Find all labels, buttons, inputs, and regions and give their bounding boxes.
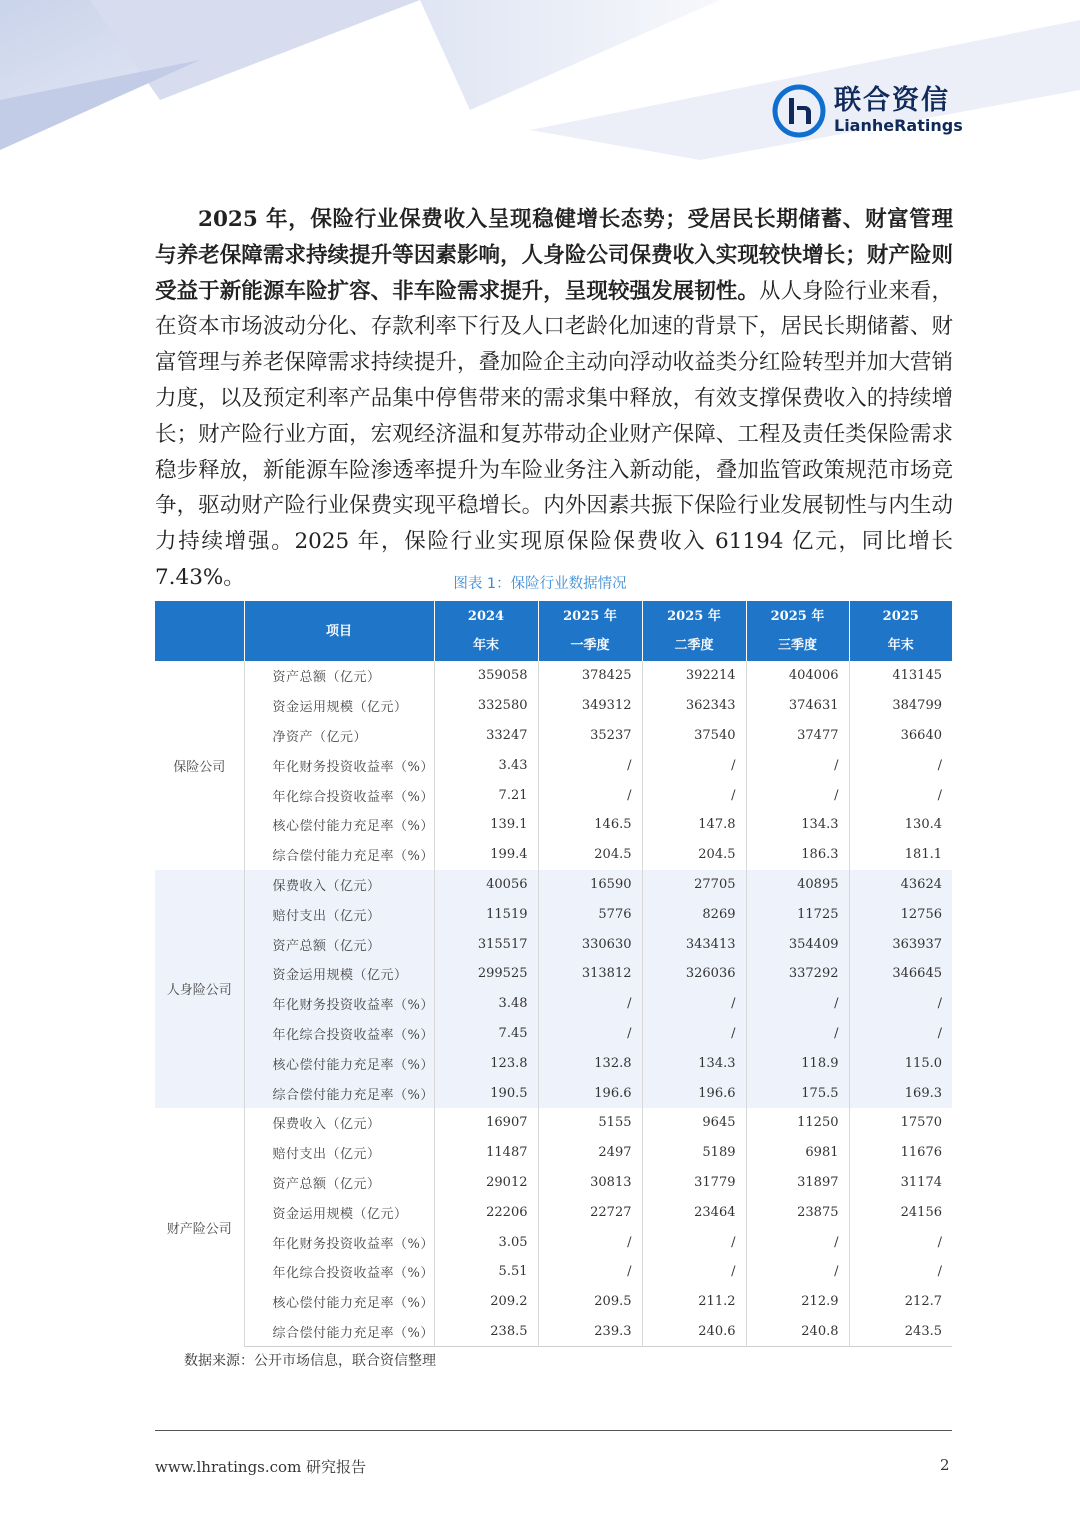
table-cell: / <box>746 1227 849 1257</box>
table-cell: 134.3 <box>746 810 849 840</box>
table-row <box>155 661 952 691</box>
table-cell: 3.43 <box>434 750 538 780</box>
table-cell: / <box>642 1257 746 1287</box>
header-blank <box>155 601 244 661</box>
table-cell: 238.5 <box>434 1317 538 1347</box>
table-row <box>155 810 952 840</box>
table-cell: 11725 <box>746 899 849 929</box>
table-cell: 36640 <box>900 727 942 743</box>
table-cell: 196.6 <box>642 1078 746 1108</box>
table-cell: 16590 <box>538 870 642 900</box>
table-cell: 11250 <box>746 1108 849 1138</box>
insurance-data-table <box>155 601 952 1347</box>
table-cell: / <box>538 1019 642 1049</box>
table-cell: 12756 <box>900 906 942 922</box>
table-cell: 115.0 <box>904 1055 942 1071</box>
table-cell: 186.3 <box>746 840 849 870</box>
table-cell: / <box>937 787 942 803</box>
table-row <box>155 1257 952 1287</box>
footer-website: www.lhratings.com 研究报告 <box>155 1458 367 1476</box>
row-item-label: 年化财务投资收益率（%） <box>244 1227 434 1257</box>
table-cell: 31174 <box>900 1174 942 1190</box>
table-cell: 146.5 <box>538 810 642 840</box>
table-cell: 40895 <box>746 870 849 900</box>
table-row <box>155 1227 952 1257</box>
table-cell: 330630 <box>538 929 642 959</box>
table-cell: 7.21 <box>434 780 538 810</box>
table-cell: 123.8 <box>434 1048 538 1078</box>
table-cell: 359058 <box>434 661 538 691</box>
table-row <box>155 1317 952 1347</box>
header-col: 2025 年 二季度 <box>642 601 746 661</box>
table-cell: / <box>746 989 849 1019</box>
table-cell: 343413 <box>642 929 746 959</box>
table-cell: 5776 <box>538 899 642 929</box>
table-cell: 132.8 <box>538 1048 642 1078</box>
table-cell: / <box>642 1227 746 1257</box>
table-row <box>155 870 952 900</box>
table-cell: / <box>746 750 849 780</box>
table-header-row <box>155 601 952 661</box>
table-cell: 413145 <box>892 668 942 684</box>
header-col: 2024 年末 <box>434 601 538 661</box>
table-cell: / <box>937 1264 942 1280</box>
table-cell: 299525 <box>434 959 538 989</box>
row-item-label: 年化综合投资收益率（%） <box>244 1257 434 1287</box>
row-item-label: 保费收入（亿元） <box>244 870 434 900</box>
table-cell: 40056 <box>434 870 538 900</box>
table-cell: / <box>746 1257 849 1287</box>
brand-name-en: LianheRatings <box>834 116 963 135</box>
table-cell: 196.6 <box>538 1078 642 1108</box>
row-item-label: 年化财务投资收益率（%） <box>244 989 434 1019</box>
table-cell: 337292 <box>746 959 849 989</box>
table-row <box>155 750 952 780</box>
table-cell: 37540 <box>642 721 746 751</box>
row-item-label: 赔付支出（亿元） <box>244 1138 434 1168</box>
table-cell: 349312 <box>538 691 642 721</box>
intro-paragraph <box>155 202 953 596</box>
row-item-label: 核心偿付能力充足率（%） <box>244 1287 434 1317</box>
brand-name-cn: 联合资信 <box>834 85 950 116</box>
row-item-label: 资产总额（亿元） <box>244 1168 434 1198</box>
group-label: 保险公司 <box>155 661 244 870</box>
table-cell: 23464 <box>642 1197 746 1227</box>
row-item-label: 资金运用规模（亿元） <box>244 1197 434 1227</box>
row-item-label: 年化财务投资收益率（%） <box>244 750 434 780</box>
table-cell: 22206 <box>434 1197 538 1227</box>
table-cell: 24156 <box>900 1204 942 1220</box>
table-row <box>155 959 952 989</box>
table-cell: 37477 <box>746 721 849 751</box>
table-cell: 30813 <box>538 1168 642 1198</box>
table-cell: 5189 <box>642 1138 746 1168</box>
data-source-note: 数据来源：公开市场信息，联合资信整理 <box>184 1353 436 1369</box>
table-row <box>155 1078 952 1108</box>
header-col: 2025 年 一季度 <box>538 601 642 661</box>
table-cell: 374631 <box>746 691 849 721</box>
table-cell: 326036 <box>642 959 746 989</box>
row-item-label: 资产总额（亿元） <box>244 661 434 691</box>
table-row <box>155 721 952 751</box>
table-cell: 2497 <box>538 1138 642 1168</box>
table-cell: 6981 <box>746 1138 849 1168</box>
table-cell: 29012 <box>434 1168 538 1198</box>
table-cell: 209.5 <box>538 1287 642 1317</box>
table-cell: 31897 <box>746 1168 849 1198</box>
row-item-label: 净资产（亿元） <box>244 721 434 751</box>
table-cell: 175.5 <box>746 1078 849 1108</box>
table-cell: / <box>642 750 746 780</box>
paragraph-year: 2025 <box>198 207 258 232</box>
group-label: 人身险公司 <box>155 870 244 1108</box>
table-cell: / <box>937 996 942 1012</box>
table-cell: 363937 <box>892 936 942 952</box>
table-cell: 332580 <box>434 691 538 721</box>
table-row <box>155 1197 952 1227</box>
table-cell: 239.3 <box>538 1317 642 1347</box>
table-row <box>155 1048 952 1078</box>
paragraph-body: 从人身险行业来看，在资本市场波动分化、存款利率下行及人口老龄化加速的背景下，居民长期储蓄、财富管理与养老保障需求持续提升，叠加险企主动向浮动收益类分红险转型并加大营销力度，以及预定利率产品集中停售带来的需求集中释放，有效支撑保费收入的持续增长；财产险行业方面，宏观经济温和复苏带动企业财产保障、工程及责任类保险需求稳步释放，新能源车险渗透率提升为车险业务注入新动能，叠加监管政策规范市场竞争，驱动财产险行业保费实现平稳增长。内外因素共振下保险行业发展韧性与内生动力持续增强。2025 年，保险行业实现原保险保费收入 61194 亿元，同比增长 7.43%。 <box>155 278 953 590</box>
table-cell: / <box>746 1019 849 1049</box>
table-cell: 130.4 <box>904 817 942 833</box>
table-cell: 134.3 <box>642 1048 746 1078</box>
table-cell: 7.45 <box>434 1019 538 1049</box>
table-row <box>155 840 952 870</box>
table-cell: 169.3 <box>904 1085 942 1101</box>
table-cell: 5.51 <box>434 1257 538 1287</box>
table-cell: 22727 <box>538 1197 642 1227</box>
row-item-label: 保费收入（亿元） <box>244 1108 434 1138</box>
group-label: 财产险公司 <box>155 1108 244 1347</box>
table-row <box>155 780 952 810</box>
row-item-label: 综合偿付能力充足率（%） <box>244 840 434 870</box>
row-item-label: 综合偿付能力充足率（%） <box>244 1317 434 1347</box>
table-cell: 23875 <box>746 1197 849 1227</box>
table-cell: 204.5 <box>642 840 746 870</box>
row-item-label: 年化综合投资收益率（%） <box>244 1019 434 1049</box>
row-item-label: 资金运用规模（亿元） <box>244 959 434 989</box>
table-cell: 11519 <box>434 899 538 929</box>
row-item-label: 年化综合投资收益率（%） <box>244 780 434 810</box>
header-item: 项目 <box>244 601 434 661</box>
table-cell: / <box>642 1019 746 1049</box>
table-cell: 31779 <box>642 1168 746 1198</box>
table-cell: / <box>937 1025 942 1041</box>
row-item-label: 资产总额（亿元） <box>244 929 434 959</box>
table-cell: 211.2 <box>642 1287 746 1317</box>
table-cell: 315517 <box>434 929 538 959</box>
table-cell: 392214 <box>642 661 746 691</box>
row-item-label: 资金运用规模（亿元） <box>244 691 434 721</box>
table-cell: / <box>937 1234 942 1250</box>
table-cell: 3.48 <box>434 989 538 1019</box>
header-col: 2025 年末 <box>849 601 952 661</box>
table-cell: 199.4 <box>434 840 538 870</box>
table-cell: 17570 <box>900 1115 942 1131</box>
header-col: 2025 年 三季度 <box>746 601 849 661</box>
page-number: 2 <box>940 1456 950 1474</box>
table-title: 图表 1：保险行业数据情况 <box>453 576 627 592</box>
table-row <box>155 1287 952 1317</box>
table-cell: 27705 <box>642 870 746 900</box>
table-cell: 190.5 <box>434 1078 538 1108</box>
table-cell: 9645 <box>642 1108 746 1138</box>
table-cell: 11676 <box>900 1145 942 1161</box>
table-cell: 11487 <box>434 1138 538 1168</box>
table-cell: 346645 <box>892 966 942 982</box>
row-item-label: 核心偿付能力充足率（%） <box>244 810 434 840</box>
table-cell: / <box>538 1227 642 1257</box>
table-cell: 240.6 <box>642 1317 746 1347</box>
table-row <box>155 989 952 1019</box>
table-cell: / <box>937 757 942 773</box>
table-cell: / <box>642 780 746 810</box>
table-cell: 16907 <box>434 1108 538 1138</box>
table-row <box>155 1108 952 1138</box>
table-cell: 118.9 <box>746 1048 849 1078</box>
table-cell: 33247 <box>434 721 538 751</box>
table-cell: 139.1 <box>434 810 538 840</box>
table-row <box>155 929 952 959</box>
table-cell: 209.2 <box>434 1287 538 1317</box>
brand-logo <box>772 84 963 138</box>
table-cell: / <box>538 780 642 810</box>
paragraph-bold-lead: 年，保险行业保费收入呈现稳健增长态势；受居民长期储蓄、财富管理与养老保障需求持续提升等因素影响，人身险公司保费收入实现较快增长；财产险则受益于新能源车险扩容、非车险需求提升，呈现较强发展韧性。 <box>155 207 953 304</box>
footer-divider <box>155 1430 952 1431</box>
table-cell: 8269 <box>642 899 746 929</box>
table-row <box>155 1168 952 1198</box>
table-cell: 378425 <box>538 661 642 691</box>
table-cell: / <box>642 989 746 1019</box>
table-cell: 212.7 <box>904 1294 942 1310</box>
table-cell: 5155 <box>538 1108 642 1138</box>
table-cell: 204.5 <box>538 840 642 870</box>
table-row <box>155 1019 952 1049</box>
table-cell: 354409 <box>746 929 849 959</box>
table-cell: / <box>538 989 642 1019</box>
table-cell: 313812 <box>538 959 642 989</box>
table-cell: 243.5 <box>849 1317 952 1347</box>
table-cell: 35237 <box>538 721 642 751</box>
table-cell: 404006 <box>746 661 849 691</box>
row-item-label: 赔付支出（亿元） <box>244 899 434 929</box>
table-cell: 43624 <box>900 876 942 892</box>
table-cell: 384799 <box>892 698 942 714</box>
table-row <box>155 899 952 929</box>
table-cell: 212.9 <box>746 1287 849 1317</box>
table-row <box>155 691 952 721</box>
table-cell: 3.05 <box>434 1227 538 1257</box>
table-cell: / <box>538 750 642 780</box>
row-item-label: 综合偿付能力充足率（%） <box>244 1078 434 1108</box>
lianhe-logo-icon <box>772 84 826 138</box>
table-cell: / <box>538 1257 642 1287</box>
table-cell: / <box>746 780 849 810</box>
table-row <box>155 1138 952 1168</box>
table-cell: 240.8 <box>746 1317 849 1347</box>
table-cell: 181.1 <box>904 847 942 863</box>
table-cell: 147.8 <box>642 810 746 840</box>
table-cell: 362343 <box>642 691 746 721</box>
row-item-label: 核心偿付能力充足率（%） <box>244 1048 434 1078</box>
